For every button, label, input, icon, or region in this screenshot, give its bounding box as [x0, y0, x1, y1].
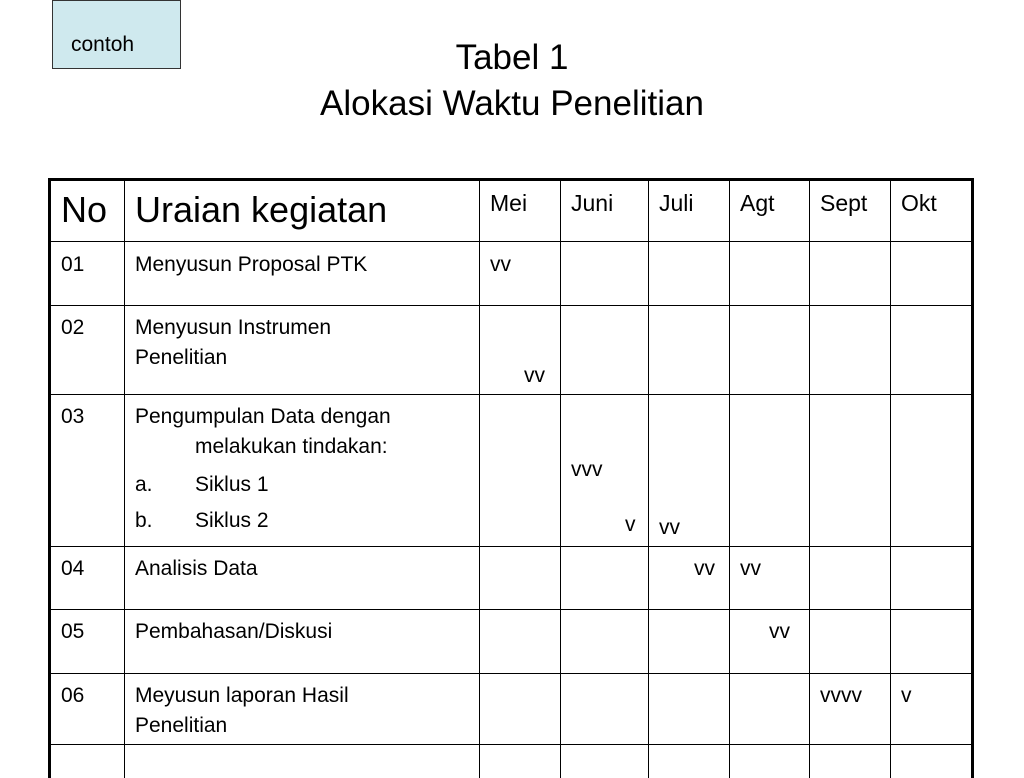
table-number-title: Tabel 1: [455, 38, 569, 77]
row-no: 03: [61, 405, 85, 428]
row-no: 06: [61, 684, 85, 707]
schedule-mark: vv: [524, 364, 545, 387]
row-activity: Penelitian: [135, 346, 228, 369]
row-activity: Menyusun Proposal PTK: [135, 253, 368, 276]
sub-item: Siklus 2: [195, 509, 269, 532]
row-no: 04: [61, 557, 85, 580]
row-no: 01: [61, 253, 85, 276]
schedule-mark: vv: [659, 516, 680, 539]
row-activity: Pengumpulan Data dengan: [135, 405, 391, 428]
sub-item-marker: b.: [135, 509, 153, 532]
sub-item: Siklus 1: [195, 473, 269, 496]
column-divider: [729, 178, 730, 778]
header-mei: Mei: [490, 190, 528, 216]
row-no: 05: [61, 620, 85, 643]
row-divider: [48, 673, 974, 674]
schedule-mark: vv: [740, 557, 761, 580]
column-divider: [479, 178, 480, 778]
header-okt: Okt: [901, 190, 937, 216]
row-no: 02: [61, 316, 85, 339]
schedule-mark: vvv: [571, 458, 603, 481]
table-right-border: [971, 178, 974, 778]
column-divider: [560, 178, 561, 778]
header-juni: Juni: [571, 190, 614, 216]
schedule-mark: v: [901, 684, 912, 707]
row-activity: Meyusun laporan Hasil: [135, 684, 349, 707]
header-sept: Sept: [820, 190, 868, 216]
schedule-mark: vv: [490, 253, 511, 276]
header-no: No: [61, 189, 108, 230]
row-divider: [48, 744, 974, 745]
row-divider: [48, 241, 974, 242]
row-divider: [48, 546, 974, 547]
row-activity: Analisis Data: [135, 557, 258, 580]
column-divider: [809, 178, 810, 778]
table-title: Alokasi Waktu Penelitian: [320, 84, 704, 123]
row-activity: Penelitian: [135, 714, 228, 737]
sub-item-marker: a.: [135, 473, 153, 496]
column-divider: [648, 178, 649, 778]
row-activity: Menyusun Instrumen: [135, 316, 332, 339]
header-agt: Agt: [740, 190, 775, 216]
header-juli: Juli: [659, 190, 694, 216]
header-uraian: Uraian kegiatan: [135, 189, 388, 230]
schedule-mark: vv: [694, 557, 715, 580]
schedule-mark: v: [625, 513, 636, 536]
row-activity: Pembahasan/Diskusi: [135, 620, 333, 643]
row-divider: [48, 609, 974, 610]
schedule-mark: vv: [769, 620, 790, 643]
column-divider: [890, 178, 891, 778]
schedule-mark: vvvv: [820, 684, 862, 707]
row-divider: [48, 394, 974, 395]
row-divider: [48, 305, 974, 306]
contoh-label: contoh: [71, 33, 135, 56]
row-activity: melakukan tindakan:: [195, 435, 388, 458]
column-divider: [124, 178, 125, 778]
